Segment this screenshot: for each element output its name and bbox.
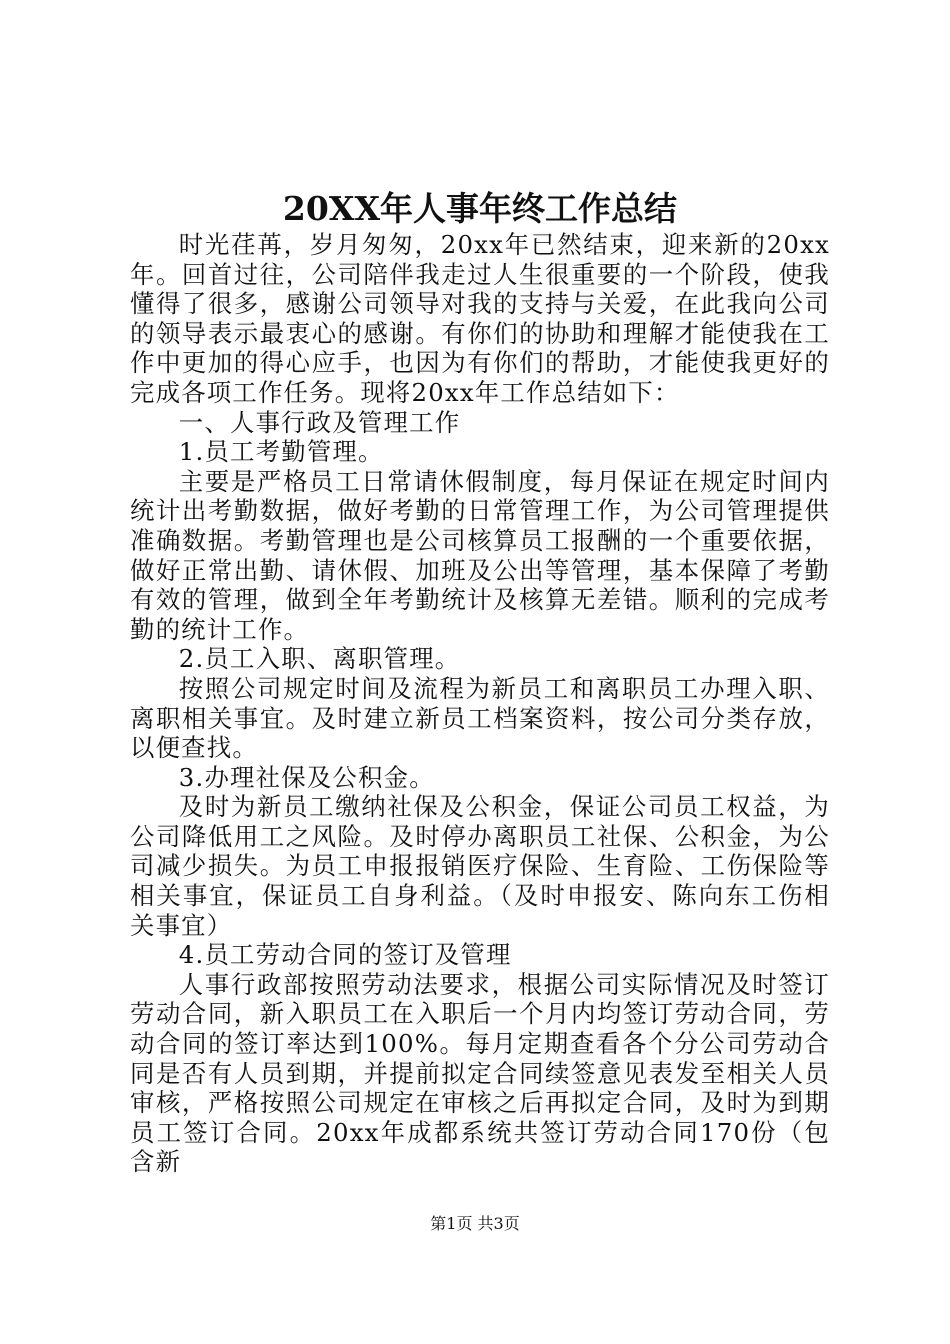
document-body (130, 230, 830, 1177)
body-paragraph: 按照公司规定时间及流程为新员工和离职员工办理入职、离职相关事宜。及时建立新员工档案资料，按公司分类存放，以便查找。 (130, 673, 830, 763)
body-paragraph: 主要是严格员工日常请休假制度，每月保证在规定时间内统计出考勤数据，做好考勤的日常管理工作，为公司管理提供准确数据。考勤管理也是公司核算员工报酬的一个重要依据，做好正常出勤、请休假、加班及公出等管理，基本保障了考勤有效的管理，做到全年考勤统计及核算无差错。顺利的完成考勤的统计工作。 (130, 466, 830, 644)
section-heading: 2.员工入职、离职管理。 (178, 644, 461, 674)
body-paragraph: 时光荏苒，岁月匆匆，20xx年已然结束，迎来新的20xx年。回首过往，公司陪伴我走过人生很重要的一个阶段，使我懂得了很多，感谢公司领导对我的支持与关爱，在此我向公司的领导表示最衷心的感谢。有你们的协助和理解才能使我在工作中更加的得心应手，也因为有你们的帮助，才能使我更好的完成各项工作任务。现将20xx年工作总结如下： (130, 230, 830, 407)
body-paragraph: 及时为新员工缴纳社保及公积金，保证公司员工权益，为公司降低用工之风险。及时停办离职员工社保、公积金，为公司减少损失。为员工申报报销医疗保险、生育险、工伤保险等相关事宜，保证员工自身利益。（及时申报安、陈向东工伤相关事宜） (130, 792, 830, 940)
body-paragraph: 人事行政部按照劳动法要求，根据公司实际情况及时签订劳动合同，新入职员工在入职后一个月内均签订劳动合同，劳动合同的签订率达到100%。每月定期查看各个分公司劳动合同是否有人员到期，并提前拟定合同续签意见表发至相关人员审核，严格按照公司规定在审核之后再拟定合同，及时为到期员工签订合同。20xx年成都系统共签订劳动合同170份（包含新 (130, 969, 830, 1177)
section-heading: 1.员工考勤管理。 (178, 437, 384, 467)
section-heading: 3.办理社保及公积金。 (178, 762, 435, 792)
document-title: 20XX年人事年终工作总结 (282, 189, 678, 228)
section-heading: 一、人事行政及管理工作 (178, 407, 461, 437)
section-heading: 4.员工劳动合同的签订及管理 (178, 940, 512, 970)
page-footer: 第1页 共3页 (430, 1214, 520, 1233)
